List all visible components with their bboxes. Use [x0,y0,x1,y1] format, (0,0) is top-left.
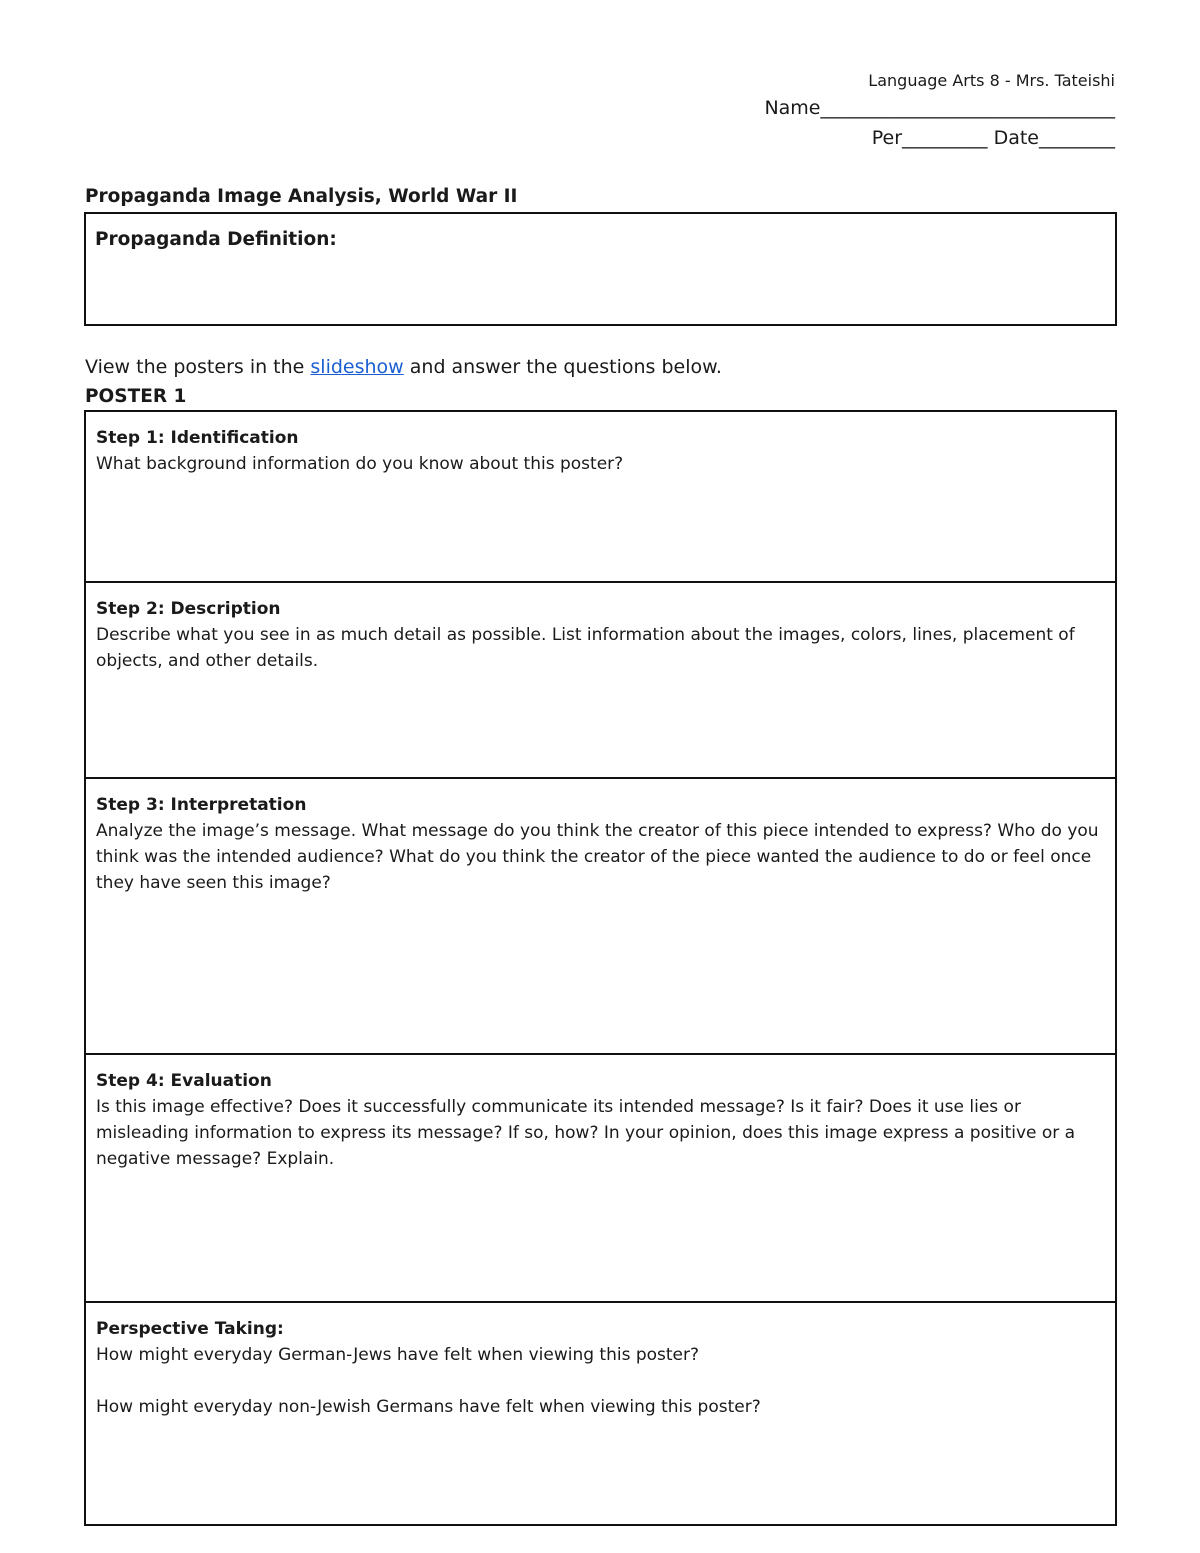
step-4-prompt: Is this image effective? Does it successfully communicate its intended message? Is it fair? Does it use lies or misleading information to express its message? If so, how? In your opinion, does this image express a positive or a negative message? Explain. [96,1097,1076,1169]
step-3-cell[interactable] [85,778,1116,1054]
period-date-field[interactable]: Per_________ Date________ [871,127,1115,149]
poster-heading: POSTER 1 [85,386,187,407]
instruction-text [85,356,722,378]
perspective-title: Perspective Taking: [96,1319,284,1339]
definition-label: Propaganda Definition: [95,229,337,250]
step-3-prompt: Analyze the image’s message. What message do you think the creator of this piece intended to express? Who do you think was the intended audience? What do you think the creator of the piece wanted the audience to do or feel once they have seen this image? [96,821,1099,893]
step-1-cell[interactable] [85,411,1116,582]
step-3-title: Step 3: Interpretation [96,795,307,815]
step-2-cell[interactable] [85,582,1116,778]
instruction-suffix: and answer the questions below. [403,356,722,378]
step-2-title: Step 2: Description [96,599,281,619]
step-4-cell[interactable] [85,1054,1116,1302]
page-title: Propaganda Image Analysis, World War II [85,186,518,207]
step-1-prompt: What background information do you know about this poster? [96,454,624,474]
perspective-question-1: How might everyday German-Jews have felt when viewing this poster? [96,1345,700,1365]
analysis-table [84,410,1117,1526]
definition-box[interactable] [84,212,1117,326]
name-field[interactable]: Name_______________________________ [764,97,1115,119]
course-label: Language Arts 8 - Mrs. Tateishi [868,71,1115,90]
perspective-cell[interactable] [85,1302,1116,1525]
step-2-prompt: Describe what you see in as much detail as possible. List information about the images, colors, lines, placement of objects, and other details. [96,625,1075,671]
step-1-title: Step 1: Identification [96,428,299,448]
step-4-title: Step 4: Evaluation [96,1071,272,1091]
instruction-prefix: View the posters in the [85,356,311,378]
slideshow-link[interactable]: slideshow [310,356,404,378]
perspective-question-2: How might everyday non-Jewish Germans have felt when viewing this poster? [96,1397,761,1417]
